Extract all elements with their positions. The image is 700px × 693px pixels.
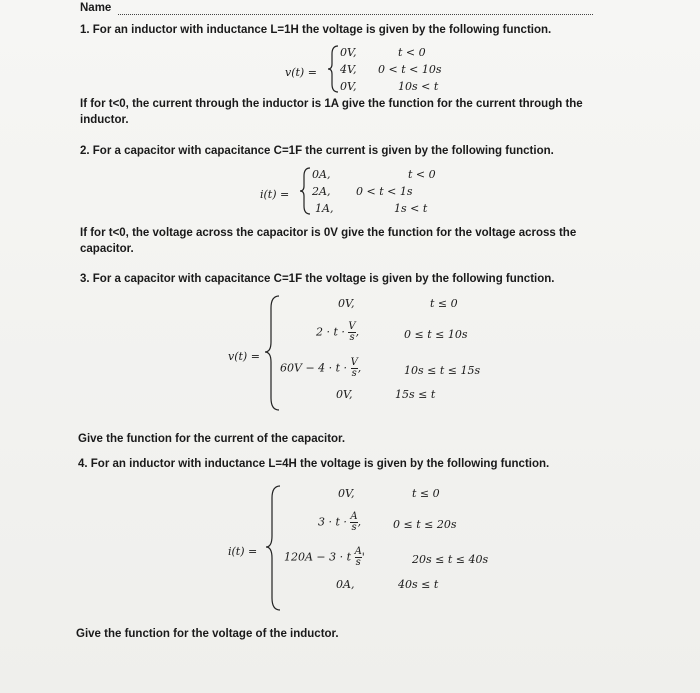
q3-brace xyxy=(265,294,281,412)
name-line[interactable] xyxy=(118,14,593,15)
q2-case-3-value: 1A, xyxy=(315,202,334,215)
q4-case-2-cond: 0 ≤ t ≤ 20s xyxy=(393,518,457,531)
q3-case-1-value: 0V, xyxy=(338,297,355,310)
q2-case-2-value: 2A, xyxy=(312,185,331,198)
q1-case-2-cond: 0 < t < 10s xyxy=(378,63,442,76)
q3-case-2-cond: 0 ≤ t ≤ 10s xyxy=(404,328,468,341)
q1-case-3-cond: 10s < t xyxy=(398,80,439,93)
q3-case-4-cond: 15s ≤ t xyxy=(395,388,436,401)
q4-lhs: i(t) = xyxy=(228,545,258,558)
q4-brace xyxy=(266,484,282,612)
q2-case-1-cond: t < 0 xyxy=(408,168,436,181)
q1-brace xyxy=(328,44,340,94)
q1-case-3-value: 0V, xyxy=(340,80,357,93)
q3-case-1-cond: t ≤ 0 xyxy=(430,297,458,310)
q4-case-2-value: 3 · t · $\frac{A}{s}$ , xyxy=(318,511,362,533)
q1-followup-line-2: inductor. xyxy=(80,114,129,126)
q4-case-1-value: 0V, xyxy=(338,487,355,500)
name-label: Name xyxy=(80,2,112,14)
q3-case-2-value: 2 · t · $\frac{V}{s}$ , xyxy=(316,321,360,343)
q2-case-3-cond: 1s < t xyxy=(394,202,428,215)
q4-case-3-cond: 20s ≤ t ≤ 40s xyxy=(412,553,489,566)
q1-lhs: v(t) = xyxy=(285,66,317,79)
q3-case-4-value: 0V, xyxy=(336,388,353,401)
q2-prompt: 2. For a capacitor with capacitance C=1F the current is given by the following function. xyxy=(80,145,554,157)
q4-followup: Give the function for the voltage of the inductor. xyxy=(76,628,339,640)
q1-case-1-cond: t < 0 xyxy=(398,46,426,59)
q3-case-3-value: 60V − 4 · t · $\frac{V}{s}$ , xyxy=(280,357,362,379)
q3-lhs: v(t) = xyxy=(228,350,260,363)
q4-case-4-value: 0A, xyxy=(336,578,355,591)
q1-case-1-value: 0V, xyxy=(340,46,357,59)
q4-case-1-cond: t ≤ 0 xyxy=(412,487,440,500)
q2-case-1-value: 0A, xyxy=(312,168,331,181)
q2-case-2-cond: 0 < t < 1s xyxy=(356,185,413,198)
q4-prompt: 4. For an inductor with inductance L=4H the voltage is given by the following function. xyxy=(78,458,550,470)
q1-case-2-value: 4V, xyxy=(340,63,357,76)
q4-case-3-value: 120A − 3 · t $\frac{A}{s}$ ' xyxy=(284,546,365,568)
q2-lhs: i(t) = xyxy=(260,188,290,201)
q2-brace xyxy=(300,166,312,216)
q2-followup-line-2: capacitor. xyxy=(80,243,134,255)
q4-case-4-cond: 40s ≤ t xyxy=(398,578,439,591)
q1-prompt: 1. For an inductor with inductance L=1H the voltage is given by the following function. xyxy=(80,24,552,36)
q3-followup: Give the function for the current of the capacitor. xyxy=(78,433,346,445)
q3-prompt: 3. For a capacitor with capacitance C=1F the voltage is given by the following function. xyxy=(80,273,555,285)
q1-followup-line-1: If for t<0, the current through the inductor is 1A give the function for the current through the xyxy=(80,98,583,110)
q3-case-3-cond: 10s ≤ t ≤ 15s xyxy=(404,364,481,377)
q2-followup-line-1: If for t<0, the voltage across the capacitor is 0V give the function for the voltage across the xyxy=(80,227,577,239)
